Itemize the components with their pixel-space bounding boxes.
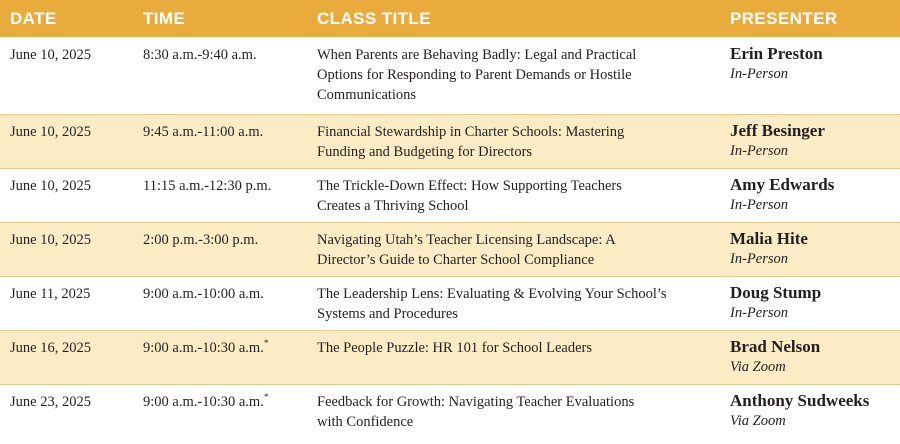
table-row xyxy=(0,384,900,444)
presenter-name: Amy Edwards xyxy=(730,175,835,194)
header-date: DATE xyxy=(10,8,57,28)
row-divider xyxy=(0,384,900,385)
row-divider xyxy=(0,276,900,277)
table-row xyxy=(0,276,900,330)
row-divider xyxy=(0,222,900,223)
table-row xyxy=(0,168,900,222)
class-title-cell xyxy=(317,230,717,270)
presenter-mode: Via Zoom xyxy=(730,359,786,375)
class-title-line: Director’s Guide to Charter School Compliance xyxy=(317,252,595,268)
time-cell: 2:00 p.m.-3:00 p.m. xyxy=(143,232,259,248)
class-title-cell xyxy=(317,284,717,324)
presenter-mode: Via Zoom xyxy=(730,413,786,429)
presenter-cell xyxy=(730,283,821,323)
time-cell: 9:00 a.m.-10:00 a.m. xyxy=(143,286,264,302)
time-cell: 9:00 a.m.-10:30 a.m.* xyxy=(143,392,269,410)
date-cell: June 16, 2025 xyxy=(10,340,91,356)
presenter-mode: In-Person xyxy=(730,66,788,82)
class-title-line: Communications xyxy=(317,87,417,103)
presenter-name: Brad Nelson xyxy=(730,337,821,356)
presenter-cell xyxy=(730,391,869,431)
row-divider xyxy=(0,114,900,115)
class-title-line: The Trickle-Down Effect: How Supporting Teachers xyxy=(317,178,622,194)
header-class-title: CLASS TITLE xyxy=(317,8,431,28)
class-title-cell xyxy=(317,338,717,358)
date-cell: June 23, 2025 xyxy=(10,394,91,410)
date-cell: June 11, 2025 xyxy=(10,286,91,302)
class-title-cell xyxy=(317,122,717,162)
class-title-line: The Leadership Lens: Evaluating & Evolving Your School’s xyxy=(317,286,667,302)
asterisk-note: * xyxy=(263,392,269,403)
presenter-name: Doug Stump xyxy=(730,283,822,302)
class-title-line: with Confidence xyxy=(317,414,414,430)
presenter-cell xyxy=(730,229,808,269)
class-title-cell xyxy=(317,176,717,216)
asterisk-note: * xyxy=(263,338,269,349)
class-title-line: When Parents are Behaving Badly: Legal and Practical xyxy=(317,47,637,63)
class-title-line: Systems and Procedures xyxy=(317,306,458,322)
presenter-name: Erin Preston xyxy=(730,44,823,63)
time-cell: 9:45 a.m.-11:00 a.m. xyxy=(143,124,264,140)
presenter-name: Malia Hite xyxy=(730,229,808,248)
date-cell: June 10, 2025 xyxy=(10,178,91,194)
presenter-cell xyxy=(730,337,820,377)
presenter-name: Anthony Sudweeks xyxy=(730,391,870,410)
row-divider xyxy=(0,168,900,169)
date-cell: June 10, 2025 xyxy=(10,232,91,248)
table-row xyxy=(0,37,900,114)
presenter-mode: In-Person xyxy=(730,143,788,159)
presenter-mode: In-Person xyxy=(730,251,788,267)
time-cell: 9:00 a.m.-10:30 a.m.* xyxy=(143,338,269,356)
table-header xyxy=(0,0,900,37)
table-row xyxy=(0,114,900,168)
date-cell: June 10, 2025 xyxy=(10,47,91,63)
row-divider xyxy=(0,330,900,331)
class-title-line: Navigating Utah’s Teacher Licensing Landscape: A xyxy=(317,232,616,248)
presenter-cell xyxy=(730,121,825,161)
presenter-mode: In-Person xyxy=(730,197,788,213)
header-time: TIME xyxy=(143,8,186,28)
class-title-line: Options for Responding to Parent Demands or Hostile xyxy=(317,67,632,83)
presenter-cell xyxy=(730,175,834,215)
table-row xyxy=(0,222,900,276)
class-title-cell xyxy=(317,45,717,105)
class-title-line: Creates a Thriving School xyxy=(317,198,469,214)
class-title-line: Financial Stewardship in Charter Schools: Mastering xyxy=(317,124,625,140)
presenter-cell xyxy=(730,44,823,84)
header-presenter: PRESENTER xyxy=(730,8,838,28)
presenter-mode: In-Person xyxy=(730,305,788,321)
time-cell: 8:30 a.m.-9:40 a.m. xyxy=(143,47,257,63)
class-title-line: Funding and Budgeting for Directors xyxy=(317,144,533,160)
class-title-line: The People Puzzle: HR 101 for School Leaders xyxy=(317,340,593,356)
presenter-name: Jeff Besinger xyxy=(730,121,825,140)
date-cell: June 10, 2025 xyxy=(10,124,91,140)
class-title-line: Feedback for Growth: Navigating Teacher Evaluations xyxy=(317,394,635,410)
table-row xyxy=(0,330,900,384)
time-cell: 11:15 a.m.-12:30 p.m. xyxy=(143,178,272,194)
class-title-cell xyxy=(317,392,717,432)
